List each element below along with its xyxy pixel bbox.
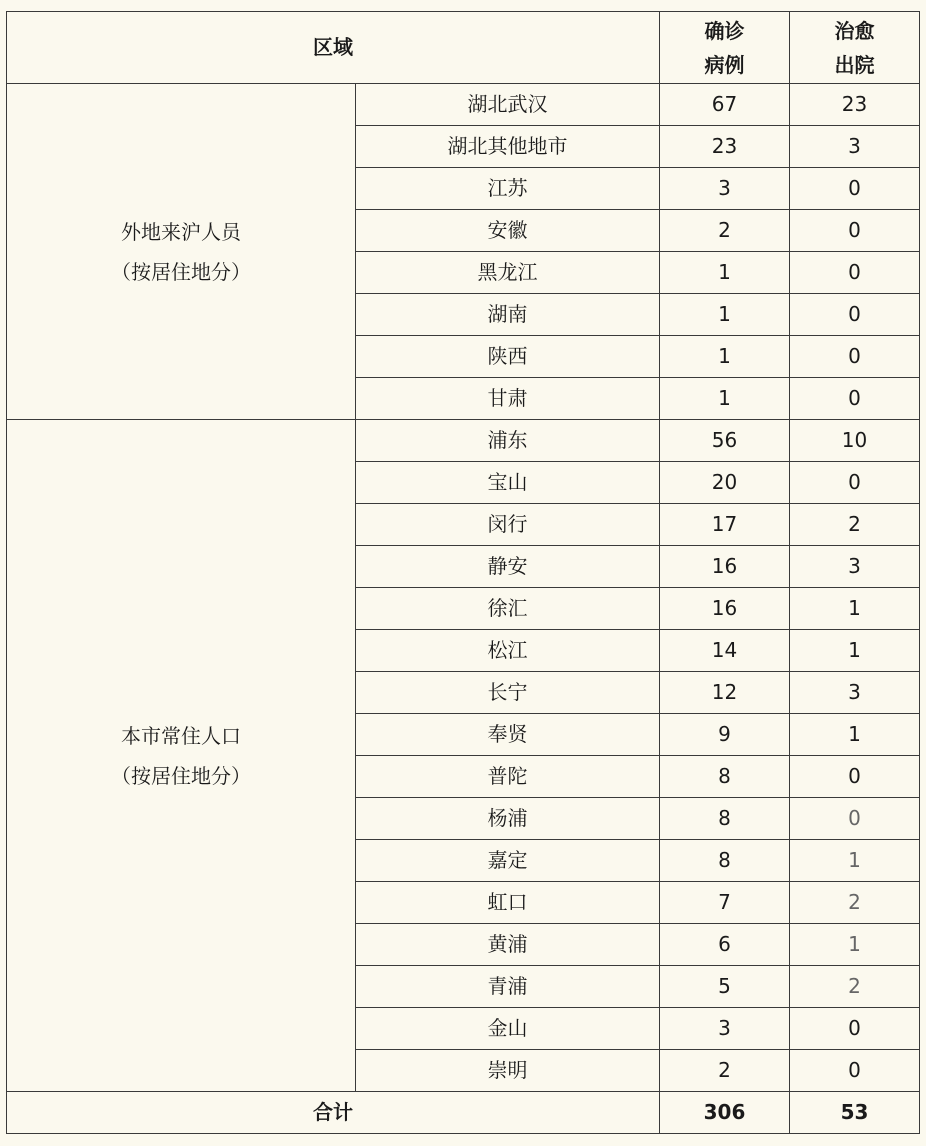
confirmed-cell: 56 [660, 420, 790, 462]
area-cell: 杨浦 [356, 798, 660, 840]
area-cell: 浦东 [356, 420, 660, 462]
table-body [7, 12, 920, 1134]
area-cell: 闵行 [356, 504, 660, 546]
confirmed-cell: 8 [660, 798, 790, 840]
table-header-row [7, 12, 920, 84]
confirmed-cell: 1 [660, 294, 790, 336]
total-confirmed: 306 [660, 1092, 790, 1134]
area-cell: 奉贤 [356, 714, 660, 756]
recovered-cell: 1 [790, 630, 920, 672]
area-cell: 江苏 [356, 168, 660, 210]
total-recovered: 53 [790, 1092, 920, 1134]
confirmed-cell: 8 [660, 756, 790, 798]
area-cell: 湖北武汉 [356, 84, 660, 126]
group-label-line2: （按居住地分） [111, 259, 251, 284]
header-recovered-line2: 出院 [834, 52, 875, 77]
confirmed-cell: 1 [660, 378, 790, 420]
recovered-cell: 0 [790, 210, 920, 252]
area-cell: 徐汇 [356, 588, 660, 630]
area-cell: 黑龙江 [356, 252, 660, 294]
recovered-cell: 0 [790, 1008, 920, 1050]
confirmed-cell: 9 [660, 714, 790, 756]
group-label-line2: （按居住地分） [111, 763, 251, 788]
recovered-cell: 0 [790, 336, 920, 378]
recovered-cell: 2 [790, 504, 920, 546]
recovered-cell: 0 [790, 378, 920, 420]
confirmed-cell: 1 [660, 336, 790, 378]
confirmed-cell: 7 [660, 882, 790, 924]
recovered-cell: 10 [790, 420, 920, 462]
confirmed-cell: 3 [660, 168, 790, 210]
recovered-cell: 2 [790, 966, 920, 1008]
confirmed-cell: 3 [660, 1008, 790, 1050]
area-cell: 嘉定 [356, 840, 660, 882]
area-cell: 松江 [356, 630, 660, 672]
recovered-cell: 0 [790, 462, 920, 504]
area-cell: 崇明 [356, 1050, 660, 1092]
recovered-cell: 0 [790, 252, 920, 294]
confirmed-cell: 17 [660, 504, 790, 546]
group-label [7, 84, 356, 420]
recovered-cell: 0 [790, 168, 920, 210]
group-label [7, 420, 356, 1092]
recovered-cell: 2 [790, 882, 920, 924]
region-stats-table [6, 11, 920, 1134]
group-label-line1: 外地来沪人员 [121, 219, 241, 244]
area-cell: 普陀 [356, 756, 660, 798]
recovered-cell: 1 [790, 924, 920, 966]
area-cell: 金山 [356, 1008, 660, 1050]
table-row [7, 420, 920, 462]
recovered-cell: 0 [790, 1050, 920, 1092]
confirmed-cell: 14 [660, 630, 790, 672]
total-label: 合计 [7, 1092, 660, 1134]
header-recovered [790, 12, 920, 84]
recovered-cell: 0 [790, 294, 920, 336]
area-cell: 黄浦 [356, 924, 660, 966]
header-confirmed [660, 12, 790, 84]
area-cell: 静安 [356, 546, 660, 588]
area-cell: 青浦 [356, 966, 660, 1008]
confirmed-cell: 8 [660, 840, 790, 882]
recovered-cell: 0 [790, 756, 920, 798]
recovered-cell: 3 [790, 546, 920, 588]
confirmed-cell: 67 [660, 84, 790, 126]
area-cell: 湖南 [356, 294, 660, 336]
confirmed-cell: 1 [660, 252, 790, 294]
area-cell: 长宁 [356, 672, 660, 714]
header-region: 区域 [7, 12, 660, 84]
recovered-cell: 23 [790, 84, 920, 126]
confirmed-cell: 2 [660, 1050, 790, 1092]
confirmed-cell: 20 [660, 462, 790, 504]
total-row [7, 1092, 920, 1134]
area-cell: 虹口 [356, 882, 660, 924]
recovered-cell: 1 [790, 840, 920, 882]
header-confirmed-line1: 确诊 [704, 18, 745, 43]
confirmed-cell: 23 [660, 126, 790, 168]
confirmed-cell: 16 [660, 588, 790, 630]
recovered-cell: 1 [790, 714, 920, 756]
recovered-cell: 3 [790, 672, 920, 714]
header-recovered-line1: 治愈 [834, 18, 875, 43]
area-cell: 陕西 [356, 336, 660, 378]
table-row [7, 84, 920, 126]
header-confirmed-line2: 病例 [704, 52, 745, 77]
area-cell: 湖北其他地市 [356, 126, 660, 168]
confirmed-cell: 12 [660, 672, 790, 714]
recovered-cell: 1 [790, 588, 920, 630]
confirmed-cell: 5 [660, 966, 790, 1008]
group-label-line1: 本市常住人口 [121, 723, 241, 748]
confirmed-cell: 16 [660, 546, 790, 588]
confirmed-cell: 2 [660, 210, 790, 252]
recovered-cell: 0 [790, 798, 920, 840]
recovered-cell: 3 [790, 126, 920, 168]
confirmed-cell: 6 [660, 924, 790, 966]
area-cell: 宝山 [356, 462, 660, 504]
area-cell: 安徽 [356, 210, 660, 252]
area-cell: 甘肃 [356, 378, 660, 420]
